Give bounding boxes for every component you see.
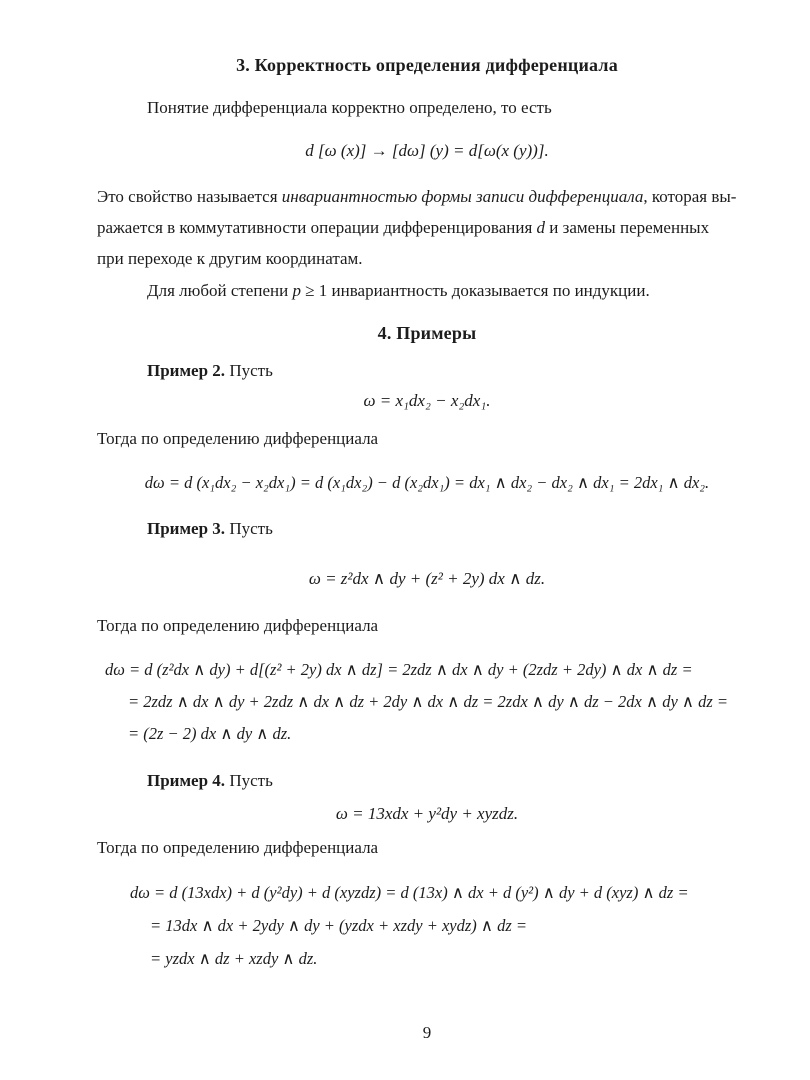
paragraph-text: и замены переменных — [545, 218, 710, 237]
paragraph-text: , которая вы- — [643, 187, 737, 206]
math-variable-d: d — [536, 218, 546, 237]
derivation-line: dω = d (z²dx ∧ dy) + d[(z² + 2y) dx ∧ dz] = 2zdz ∧ dx ∧ dy + (2zdz + 2dy) ∧ dx ∧ dz = — [105, 660, 693, 679]
section-4-heading: 4. Примеры — [377, 323, 477, 343]
invariance-paragraph — [97, 181, 757, 274]
example-4-omega-formula: ω = 13xdx + y²dy + xyzdz. — [335, 804, 519, 823]
induction-line — [97, 275, 807, 306]
induction-text: Для любой степени — [147, 281, 293, 300]
example-2-then-line: Тогда по определению дифференциала — [97, 429, 379, 448]
paragraph-emphasis: инвариантностью формы записи дифференциала — [281, 187, 644, 206]
example-2-label: Пример 2. — [147, 361, 226, 380]
paragraph-line-2 — [97, 212, 757, 243]
intro-line — [97, 92, 807, 123]
intro-text: Понятие дифференциала корректно определено, то есть — [147, 98, 552, 117]
example-4-then-line: Тогда по определению дифференциала — [97, 838, 379, 857]
example-2-label-post: Пусть — [225, 361, 273, 380]
example-4-label: Пример 4. — [147, 771, 226, 790]
example-3-omega-formula: ω = z²dx ∧ dy + (z² + 2y) dx ∧ dz. — [308, 569, 546, 588]
derivation-line: dω = d (13xdx) + d (y²dy) + d (xyzdz) = d (13x) ∧ dx + d (y²) ∧ dy + d (xyz) ∧ dz = — [130, 883, 689, 902]
derivation-line: = (2z − 2) dx ∧ dy ∧ dz. — [128, 724, 292, 743]
section-3-heading: 3. Корректность определения дифференциала — [236, 55, 618, 75]
example-3-label-line — [97, 513, 807, 544]
paragraph-line-1 — [97, 181, 757, 212]
example-3-derivation — [97, 654, 757, 750]
math-variable-p: p — [292, 281, 301, 300]
paragraph-text: Это свойство называется — [97, 187, 282, 206]
example-4-label-post: Пусть — [225, 771, 273, 790]
example-3-label-post: Пусть — [225, 519, 273, 538]
invariance-display-formula: d [ω (x)] → [dω] (y) = d[ω(x (y))]. — [305, 141, 549, 160]
derivation-line: = 2zdz ∧ dx ∧ dy + 2zdz ∧ dx ∧ dz + 2dy ∧ dx ∧ dz = 2zdx ∧ dy ∧ dz − 2dx ∧ dy ∧ dz = — [128, 692, 729, 711]
derivation-line: = 13dx ∧ dx + 2ydy ∧ dy + (yzdx + xzdy + xydz) ∧ dz = — [150, 916, 528, 935]
derivation-line: = yzdx ∧ dz + xzdy ∧ dz. — [150, 949, 318, 968]
page-number: 9 — [422, 1023, 432, 1042]
example-4-derivation — [97, 876, 757, 975]
example-3-label: Пример 3. — [147, 519, 226, 538]
example-4-label-line — [97, 765, 807, 796]
example-2-omega-formula: ω = x₁dx₂ − x₂dx₁. — [363, 391, 491, 410]
paragraph-line-3 — [97, 243, 757, 274]
paragraph-text: ражается в коммутативности операции дифференцирования — [97, 218, 537, 237]
induction-text: ≥ 1 инвариантность доказывается по индукции. — [300, 281, 650, 300]
example-3-then-line: Тогда по определению дифференциала — [97, 616, 379, 635]
example-2-derivation-formula: dω = d (x₁dx₂ − x₂dx₁) = d (x₁dx₂) − d (x₂dx₁) = dx₁ ∧ dx₂ − dx₂ ∧ dx₁ = 2dx₁ ∧ dx₂. — [144, 473, 710, 492]
example-2-label-line — [97, 355, 807, 386]
paragraph-text: при переходе к другим координатам. — [97, 249, 363, 268]
